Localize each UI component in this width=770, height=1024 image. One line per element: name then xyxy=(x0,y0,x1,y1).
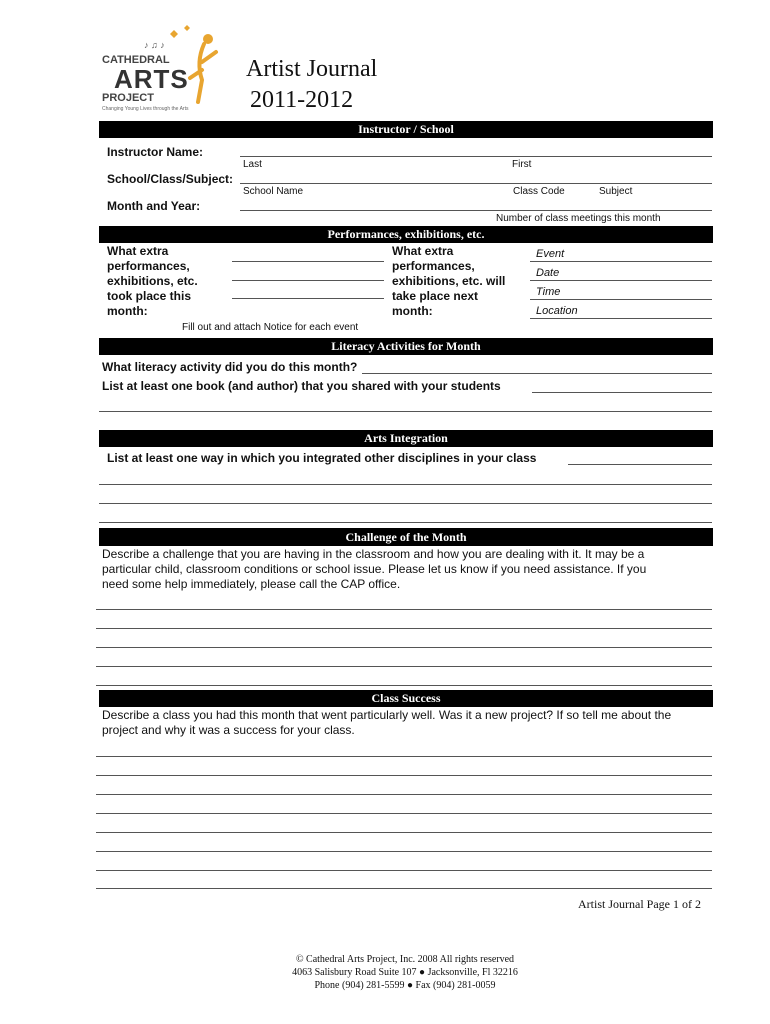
logo xyxy=(100,22,230,112)
class-success-bar: Class Success xyxy=(99,690,713,707)
month-year-label: Month and Year: xyxy=(107,199,201,213)
time-caption: Time xyxy=(536,286,561,298)
integration-field-3[interactable] xyxy=(99,503,712,504)
page-year: 2011-2012 xyxy=(250,87,354,113)
success-field-2[interactable] xyxy=(96,775,712,776)
success-instructions: Describe a class you had this month that went particularly well. Was it a new project? If so tell me about the project and why it was a success for your class. xyxy=(102,708,672,737)
integration-field-2[interactable] xyxy=(99,484,712,485)
class-meetings-caption: Number of class meetings this month xyxy=(496,213,661,224)
instructor-school-bar: Instructor / School xyxy=(99,121,713,138)
school-name-caption: School Name xyxy=(243,186,304,197)
footer-copyright: © Cathedral Arts Project, Inc. 2008 All rights reserved xyxy=(295,954,515,965)
success-field-1[interactable] xyxy=(96,756,712,757)
subject-caption: Subject xyxy=(599,186,633,197)
success-field-5[interactable] xyxy=(96,832,712,833)
performances-bar: Performances, exhibitions, etc. xyxy=(99,226,713,243)
book-author-field-1[interactable] xyxy=(532,392,712,393)
school-class-subject-label: School/Class/Subject: xyxy=(107,172,234,186)
arts-integration-bar: Arts Integration xyxy=(99,430,713,447)
time-field[interactable] xyxy=(530,299,712,300)
book-author-field-2[interactable] xyxy=(99,411,712,412)
literacy-activity-question: What literacy activity did you do this month? xyxy=(102,360,358,374)
challenge-bar: Challenge of the Month xyxy=(99,528,713,546)
first-name-caption: First xyxy=(512,159,532,170)
last-name-caption: Last xyxy=(243,159,262,170)
footer-address: 4063 Salisbury Road Suite 107 ● Jacksonville, Fl 32216 xyxy=(292,967,518,978)
logo-tagline: Changing Young Lives through the Arts xyxy=(102,106,189,112)
integration-field-4[interactable] xyxy=(99,522,712,523)
success-field-3[interactable] xyxy=(96,794,712,795)
next-events-question: What extra performances, exhibitions, etc. will take place next month: xyxy=(392,244,506,318)
footer-block xyxy=(200,953,610,992)
page-number: Artist Journal Page 1 of 2 xyxy=(578,897,701,911)
class-code-caption: Class Code xyxy=(513,186,565,197)
date-field[interactable] xyxy=(530,280,712,281)
footer-phone: Phone (904) 281-5599 ● Fax (904) 281-0059 xyxy=(314,980,496,991)
success-field-6[interactable] xyxy=(96,851,712,852)
school-class-subject-field[interactable] xyxy=(240,183,712,184)
integration-field-1[interactable] xyxy=(568,464,712,465)
challenge-field-1[interactable] xyxy=(96,609,712,610)
book-author-question: List at least one book (and author) that you shared with your students xyxy=(102,379,501,393)
challenge-instructions: Describe a challenge that you are having in the classroom and how you are dealing with it. It may be a particular child, classroom conditions or school issue. Please let us know if you need assistance. If you need some help immediately, please call the CAP office. xyxy=(102,547,647,591)
literacy-activity-field[interactable] xyxy=(362,373,712,374)
challenge-field-4[interactable] xyxy=(96,666,712,667)
past-event-field-2[interactable] xyxy=(232,280,384,281)
month-year-field[interactable] xyxy=(240,210,712,211)
past-events-question: What extra performances, exhibitions, etc. took place this month: xyxy=(107,244,198,318)
logo-line3: PROJECT xyxy=(102,92,154,104)
success-field-4[interactable] xyxy=(96,813,712,814)
challenge-field-2[interactable] xyxy=(96,628,712,629)
svg-text:♪ ♫ ♪: ♪ ♫ ♪ xyxy=(144,40,165,50)
event-caption: Event xyxy=(536,248,565,260)
literacy-bar: Literacy Activities for Month xyxy=(99,338,713,355)
location-field[interactable] xyxy=(530,318,712,319)
event-field[interactable] xyxy=(530,261,712,262)
past-event-field-1[interactable] xyxy=(232,261,384,262)
instructor-name-label: Instructor Name: xyxy=(107,145,204,159)
past-event-field-3[interactable] xyxy=(232,298,384,299)
location-caption: Location xyxy=(536,305,578,317)
logo-line2: ARTS xyxy=(114,64,189,94)
challenge-field-5[interactable] xyxy=(96,685,712,686)
instructor-name-field[interactable] xyxy=(240,156,712,157)
success-field-7[interactable] xyxy=(96,870,712,871)
logo-line1: CATHEDRAL xyxy=(102,54,170,66)
date-caption: Date xyxy=(536,267,560,279)
success-field-8[interactable] xyxy=(96,888,712,889)
attach-notice-note: Fill out and attach Notice for each event xyxy=(182,322,359,333)
page-title: Artist Journal xyxy=(246,56,378,82)
challenge-field-3[interactable] xyxy=(96,647,712,648)
integration-question: List at least one way in which you integrated other disciplines in your class xyxy=(107,451,537,465)
